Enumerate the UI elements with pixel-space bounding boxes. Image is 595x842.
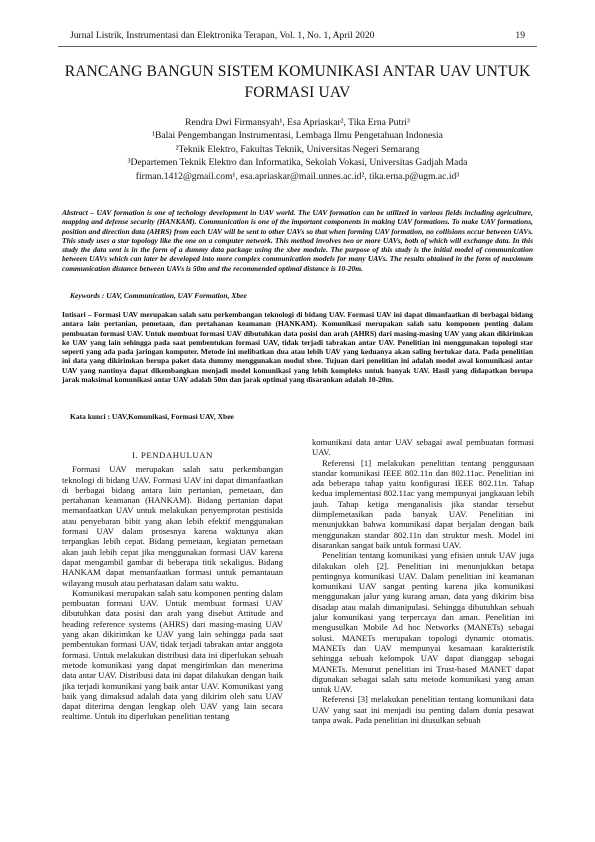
affiliation-1: ¹Balai Pengembangan Instrumentasi, Lembaga Ilmu Pengetahuan Indonesia <box>152 130 443 142</box>
author-block <box>40 116 555 183</box>
abstract-english: Abstract – UAV formation is one of techology development in UAV world. The UAV formation can be utilized in various fields including agriculture, mapping and defense security (HANKAM). Communication is one of the important components in making UAV formations. To make UAV formations, position and direction data (AHRS) from each UAV will be sent to other UAVs so that when forming UAV formation, no collisions occur between UAVs. This study uses a star topology like the one on a computer network. This method involves two or more UAVs, both of which will exchange data. In this study the data sent is in the form of a dummy data package using the xbee module. The purpose of this study is the initial model of communication between UAVs which can later be developed into more complex communication models for many UAVs. The results obtained in the form of maximum communication distance between UAVs is 50m and the recommended optimal distance is 10-20m. <box>62 208 533 273</box>
paragraph: Penelitian tentang komunikasi yang efisien untuk UAV juga dilakukan oleh [2]. Penelitian ini menunjukkan betapa pentingnya komunikasi UAV. Dalam penelitian ini keamanan komunikasi UAV sangat penting karena jika komunikasi menggunakan jalur yang kurang aman, data yang dikirim bisa disadap atau malah dimanipulasi. Sehingga dibutuhkan sebuah jalur komunikasi yang terpercaya dan aman. Penelitian ini mengusulkan Mobile Ad hoc Networks (MANETs) sebagai solusi. MANETs merupakan topologi dynamic otomatis. MANETs dan UAV mempunyai kesamaan karakteristik sehingga sebuah kelompok UAV dapat dianggap sebagai MANETs. Menurut penelitian ini Trust-based MANET dapat digunakan sebagai salah satu metode komunikasi yang aman untuk UAV. <box>312 550 534 695</box>
column-right <box>312 437 534 725</box>
affiliation-3: ³Departemen Teknik Elektro dan Informatika, Sekolah Vokasi, Universitas Gadjah Mada <box>127 157 468 169</box>
section-title-introduction: I. PENDAHULUAN <box>132 450 213 460</box>
author-names: Rendra Dwi Firmansyah¹, Esa Apriaskar², Tika Erna Putri³ <box>185 117 410 128</box>
paragraph: Referensi [3] melakukan penelitian tentang komunikasi data UAV yang saat ini menjadi isu penting dalam dunia pesawat tanpa awak. Pada penelitian ini diusulkan sebuah <box>312 694 534 726</box>
paragraph: Referensi [1] melakukan penelitian tentang penggunaan standar komunikasi IEEE 802.11n dan 802.11ac. Penelitian ini ada beberapa tahap yaitu konfigurasi IEEE 802.11n. Tahap kedua implementasi 802.11ac yang mempunyai jangkauan lebih jauh. Tahap ketiga menganalisis jika standar tersebut diimplemetasikan pada banyak UAV. Penelitian ini menunjukkan bahwa komunikasi dapat berjalan dengan baik menggunakan standar 802.11n dan struktur mesh. Model ini disarankan sangat baik untuk formasi UAV. <box>312 457 534 550</box>
paper-title <box>40 61 555 103</box>
keywords-english: Keywords : UAV, Communication, UAV Formation, Xbee <box>70 291 247 300</box>
header-rule <box>58 46 537 47</box>
running-header <box>70 30 525 44</box>
paragraph: komunikasi data antar UAV sebagai awal pembuatan formasi UAV. <box>312 437 534 458</box>
page-number: 19 <box>515 30 525 41</box>
title-line-2: FORMASI UAV <box>244 84 351 101</box>
column-left <box>62 444 283 722</box>
author-emails: firman.1412@gmail.com¹, esa.apriaskar@mail.unnes.ac.id², tika.erna.p@ugm.ac.id³ <box>135 170 460 182</box>
title-line-1: RANCANG BANGUN SISTEM KOMUNIKASI ANTAR UAV UNTUK <box>64 63 531 80</box>
journal-name: Jurnal Listrik, Instrumentasi dan Elektronika Terapan, Vol. 1, No. 1, April 2020 <box>70 30 375 41</box>
paragraph: Formasi UAV merupakan salah satu perkembangan teknologi di bidang UAV. Formasi UAV ini dapat dimanfaatkan di berbagai bidang antara lain pertanian, pemetaan, dan pertahanan keamanan (HANKAM). Bidang pertanian dapat memanfaatkan UAV untuk melakukan penyemprotan pestisida atau penyebaran bibit yang akan lebih efektif menggunakan formasi UAV dalam prosesnya karena waktunya akan terpangkas lebih cepat. Bidang pemetaan, kegiatan pemetaan akan jauh lebih cepat jika menggunakan formasi UAV karena dapat mengambil gambar di beberapa titik sekaligus. Bidang HANKAM dapat memanfaatkan formasi untuk pemantauan wilayang musuh atau perbatasan dalam satu waktu. <box>62 464 283 588</box>
keywords-indonesian: Kata kunci : UAV,Komunikasi, Formasi UAV, Xbee <box>70 412 234 421</box>
paragraph: Komunikasi merupakan salah satu komponen penting dalam pembuatan formasi UAV. Untuk membuat formasi UAV dibutuhkan data posisi dan arah yang disebut Attitude and heading reference systems (AHRS) dari masing-masing UAV yang akan dikirimkan ke UAV yang lain sehingga pada saat pembentukan formasi UAV, tidak terjadi tabrakan antar anggota formasi. Untuk melakukan distribusi data ini diperlukan sebuah metode komunikasi yang dapat mengirimkan dan menerima data antar UAV. Distribusi data ini dapat dilakukan dengan baik jika terjadi komunikasi yang baik antar UAV. Komunikasi yang baik yang dimaksud adalah data yang dikirim oleh satu UAV dapat diterima dengan lengkap oleh UAV yang lain secara realtime. Untuk itu diperlukan penelitian tentang <box>62 587 283 722</box>
affiliation-2: ²Teknik Elektro, Fakultas Teknik, Universitas Negeri Semarang <box>175 143 420 155</box>
abstract-indonesian: Intisari – Formasi UAV merupakan salah satu perkembangan teknologi di bidang UAV. Formasi UAV ini dapat dimanfaatkan di berbagai bidang antara lain pertanian, pemetaan, dan pertahanan keamanan (HANKAM). Komunikasi merupakan salah satu komponen penting dalam pembuatan formasi UAV. Untuk membuat formasi UAV dibutuhkan data posisi dan arah (AHRS) dari masing-masing UAV yang akan dikirimkan ke UAV yang lain sehingga pada saat pembentukan formasi UAV, tidak terjadi tabrakan antar UAV. Penelitian ini menggunakan topologi star seperti yang ada pada jaringan komputer. Metode ini melibatkan dua atau lebih UAV yang keduanya akan saling bertukar data. Pada penelitian ini data yang dikirimkan berupa paket data dummy menggunakan modul xbee. Tujuan dari penelitian ini adalah model awal komunikasi antar UAV yang nantinya dapat dikembangkan menjadi model komunikasi yang lebih kompleks untuk banyak UAV. Hasil yang didapatkan berupa jarak maksimal komunikasi antar UAV adalah 50m dan jarak optimal yang disarankan adalah 10-20m. <box>62 310 533 384</box>
